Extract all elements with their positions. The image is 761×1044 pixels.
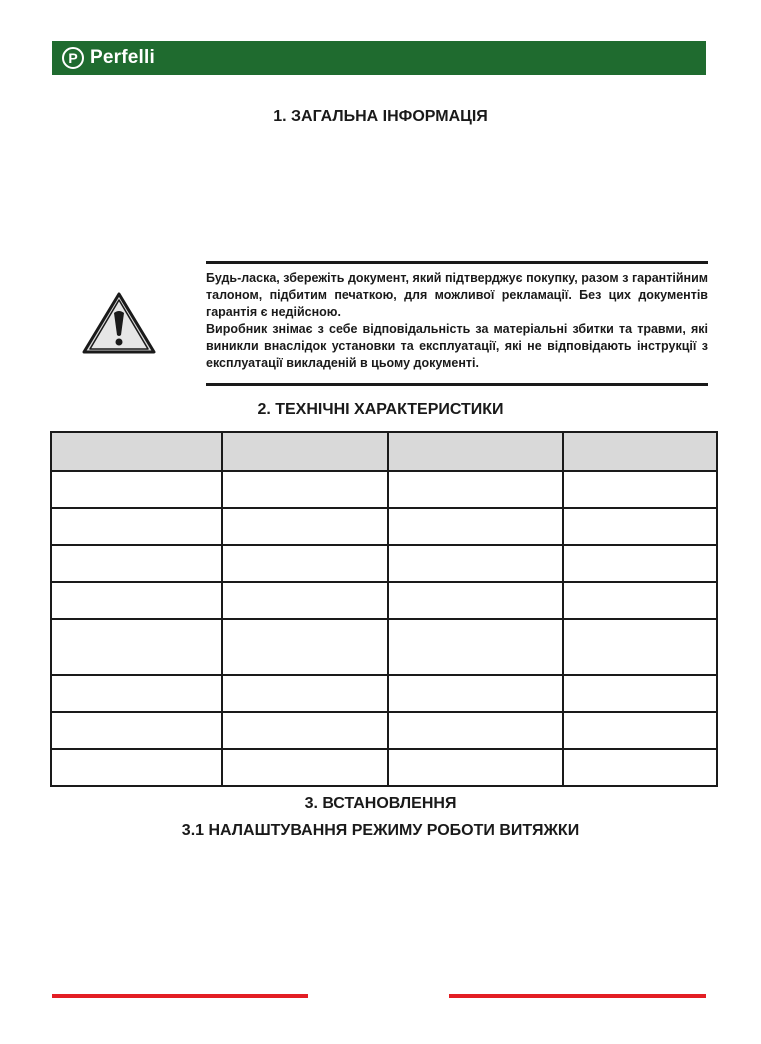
table-cell: [222, 619, 388, 675]
table-header-cell: [563, 432, 717, 471]
header-bar: [52, 41, 706, 75]
table-cell: [388, 582, 563, 619]
table-cell: [222, 749, 388, 786]
table-cell: [51, 675, 222, 712]
table-row: [51, 508, 717, 545]
table-cell: [222, 471, 388, 508]
table-cell: [51, 545, 222, 582]
table-row: [51, 675, 717, 712]
table-cell: [563, 712, 717, 749]
table-header-cell: [222, 432, 388, 471]
warning-paragraph-2: Виробник знімає з себе відповідальність за матеріальні збитки та травми, які виникли внаслідок установки та експлуатації, які не відповідають інструкції з експлуатації викладеній в цьому документі.: [206, 322, 708, 370]
specs-table: [50, 431, 718, 787]
warning-paragraph-1: Будь-ласка, збережіть документ, який підтверджує покупку, разом з гарантійним талоном, підбитим печаткою, для можливої рекламації. Без цих документів гарантія є недійсною.: [206, 271, 708, 319]
warning-text: [206, 270, 708, 372]
table-header-row: [51, 432, 717, 471]
table-cell: [388, 508, 563, 545]
table-row: [51, 471, 717, 508]
table-cell: [51, 471, 222, 508]
logo-icon: P: [62, 47, 84, 69]
table-row: [51, 545, 717, 582]
table-cell: [563, 749, 717, 786]
brand-logo: [62, 47, 155, 69]
table-cell: [388, 749, 563, 786]
table-cell: [51, 582, 222, 619]
table-header-cell: [388, 432, 563, 471]
table-row: [51, 582, 717, 619]
table-cell: [563, 582, 717, 619]
table-row: [51, 712, 717, 749]
table-row: [51, 749, 717, 786]
table-cell: [563, 545, 717, 582]
section-3-1-title: 3.1 НАЛАШТУВАННЯ РЕЖИМУ РОБОТИ ВИТЯЖКИ: [181, 822, 580, 839]
table-cell: [388, 712, 563, 749]
table-cell: [563, 508, 717, 545]
section-1-title: 1. ЗАГАЛЬНА ІНФОРМАЦІЯ: [273, 108, 488, 125]
warning-box: [206, 261, 708, 386]
table-cell: [222, 675, 388, 712]
table-cell: [51, 712, 222, 749]
table-cell: [51, 749, 222, 786]
table-cell: [51, 508, 222, 545]
table-cell: [222, 545, 388, 582]
table-cell: [388, 471, 563, 508]
table-cell: [51, 619, 222, 675]
footer-line-right: [449, 994, 706, 998]
footer-line-left: [52, 994, 308, 998]
table-cell: [222, 508, 388, 545]
section-2-title: 2. ТЕХНІЧНІ ХАРАКТЕРИСТИКИ: [257, 401, 504, 418]
table-cell: [563, 471, 717, 508]
table-cell: [388, 675, 563, 712]
table-header-cell: [51, 432, 222, 471]
table-cell: [563, 619, 717, 675]
table-cell: [222, 582, 388, 619]
warning-triangle-icon: [81, 291, 157, 355]
table-cell: [563, 675, 717, 712]
section-3-title: 3. ВСТАНОВЛЕННЯ: [304, 795, 457, 812]
table-cell: [388, 619, 563, 675]
table-row: [51, 619, 717, 675]
table-cell: [222, 712, 388, 749]
table-cell: [388, 545, 563, 582]
brand-name: Perfelli: [90, 47, 155, 68]
